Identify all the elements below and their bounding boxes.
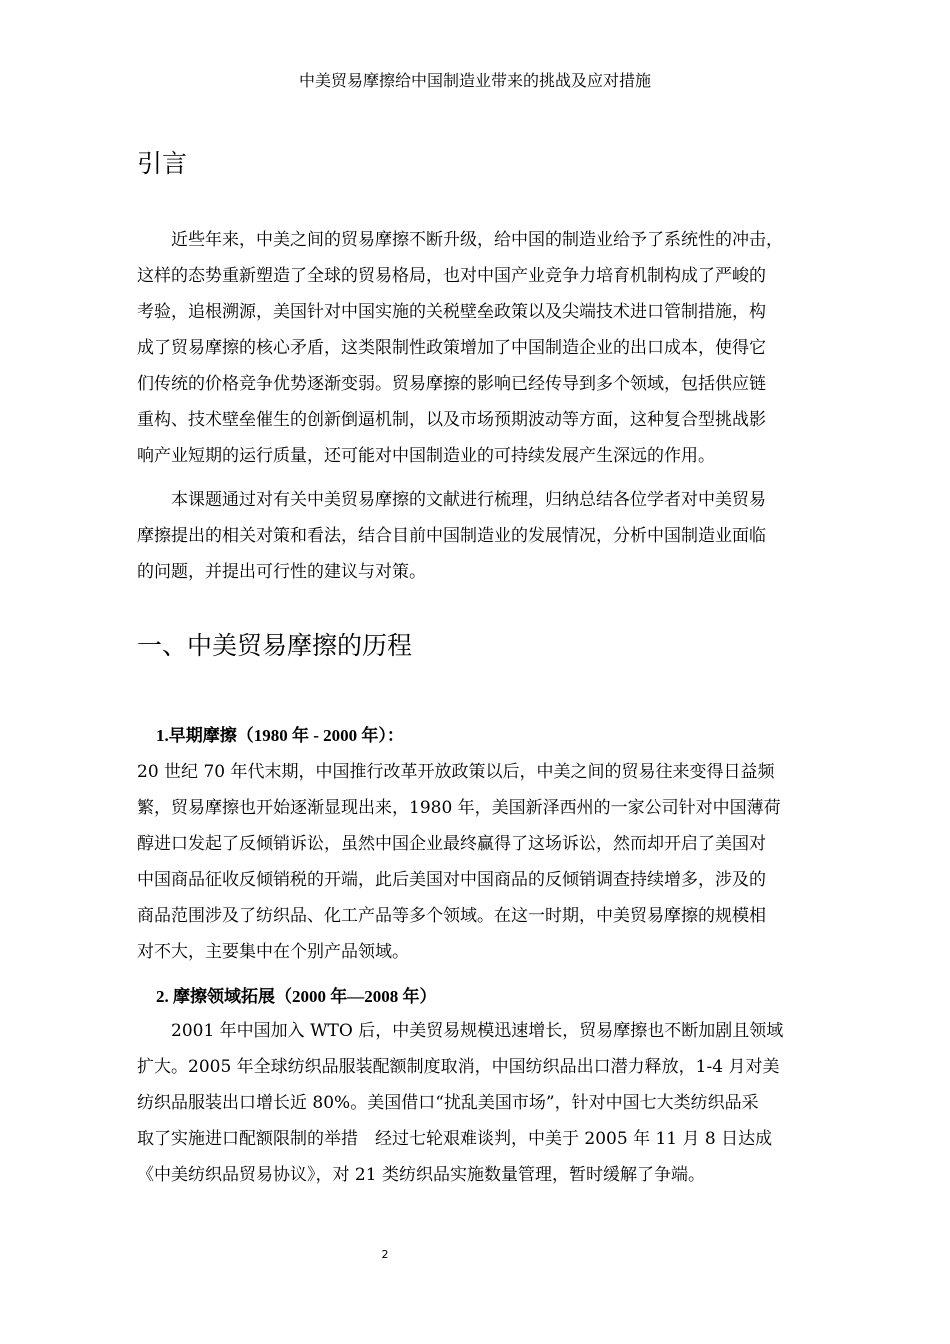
subsection-1-title: 1.早期摩擦（1980 年 - 2000 年）： <box>156 726 404 745</box>
text-line: 这样的态势重新塑造了全球的贸易格局，也对中国产业竞争力培育机制构成了严峻的 <box>137 266 766 286</box>
text-line: 的问题，并提出可行性的建议与对策。 <box>137 562 426 582</box>
text-line: 们传统的价格竞争优势逐渐变弱。贸易摩擦的影响已经传导到多个领域，包括供应链 <box>137 374 766 394</box>
intro-paragraph-2 <box>137 482 859 590</box>
text-line: 2001 年中国加入 WTO 后，中美贸易规模迅速增长，贸易摩擦也不断加剧且领域 <box>137 1021 784 1041</box>
intro-paragraph-1 <box>137 222 859 474</box>
text-line: 对不大，主要集中在个别产品领域。 <box>137 942 409 962</box>
text-line: 醇进口发起了反倾销诉讼，虽然中国企业最终赢得了这场诉讼，然而却开启了美国对 <box>137 834 766 854</box>
text-line: 重构、技术壁垒催生的创新倒逼机制，以及市场预期波动等方面，这种复合型挑战影 <box>137 410 766 430</box>
subsection-2-title: 2. 摩擦领域拓展（2000 年—2008 年） <box>156 987 437 1006</box>
text-line: 响产业短期的运行质量，还可能对中国制造业的可持续发展产生深远的作用。 <box>137 446 715 466</box>
text-line: 本课题通过对有关中美贸易摩擦的文献进行梳理，归纳总结各位学者对中美贸易 <box>137 490 766 510</box>
text-line: 近些年来，中美之间的贸易摩擦不断升级，给中国的制造业给予了系统性的冲击， <box>137 230 783 250</box>
text-line: 中国商品征收反倾销税的开端，此后美国对中国商品的反倾销调查持续增多，涉及的 <box>137 870 766 890</box>
intro-heading: 引言 <box>137 149 188 178</box>
text-line: 20 世纪 70 年代末期，中国推行改革开放政策以后，中美之间的贸易往来变得日益频 <box>137 762 775 782</box>
text-line: 《中美纺织品贸易协议》，对 21 类纺织品实施数量管理，暂时缓解了争端。 <box>137 1165 705 1185</box>
text-line: 商品范围涉及了纺织品、化工产品等多个领域。在这一时期，中美贸易摩擦的规模相 <box>137 906 766 926</box>
subsection-2-paragraph <box>137 1013 859 1193</box>
page-number: 2 <box>381 1248 389 1261</box>
text-line: 繁，贸易摩擦也开始逐渐显现出来，1980 年，美国新泽西州的一家公司针对中国薄荷 <box>137 798 781 818</box>
text-line: 取了实施进口配额限制的举措 经过七轮艰难谈判，中美于 2005 年 11 月 8 日达成 <box>137 1129 773 1149</box>
text-line: 考验，追根溯源，美国针对中国实施的关税壁垒政策以及尖端技术进口管制措施，构 <box>137 302 766 322</box>
text-line: 扩大。2005 年全球纺织品服装配额制度取消，中国纺织品出口潜力释放，1-4 月对美 <box>137 1057 780 1077</box>
text-line: 纺织品服装出口增长近 80%。美国借口“扰乱美国市场”，针对中国七大类纺织品采 <box>137 1093 759 1113</box>
text-line: 成了贸易摩擦的核心矛盾，这类限制性政策增加了中国制造企业的出口成本，使得它 <box>137 338 766 358</box>
running-header: 中美贸易摩擦给中国制造业带来的挑战及应对措施 <box>298 71 651 90</box>
subsection-1-paragraph <box>137 754 859 970</box>
section-1-heading: 一、中美贸易摩擦的历程 <box>137 631 413 660</box>
text-line: 摩擦提出的相关对策和看法，结合目前中国制造业的发展情况，分析中国制造业面临 <box>137 526 766 546</box>
